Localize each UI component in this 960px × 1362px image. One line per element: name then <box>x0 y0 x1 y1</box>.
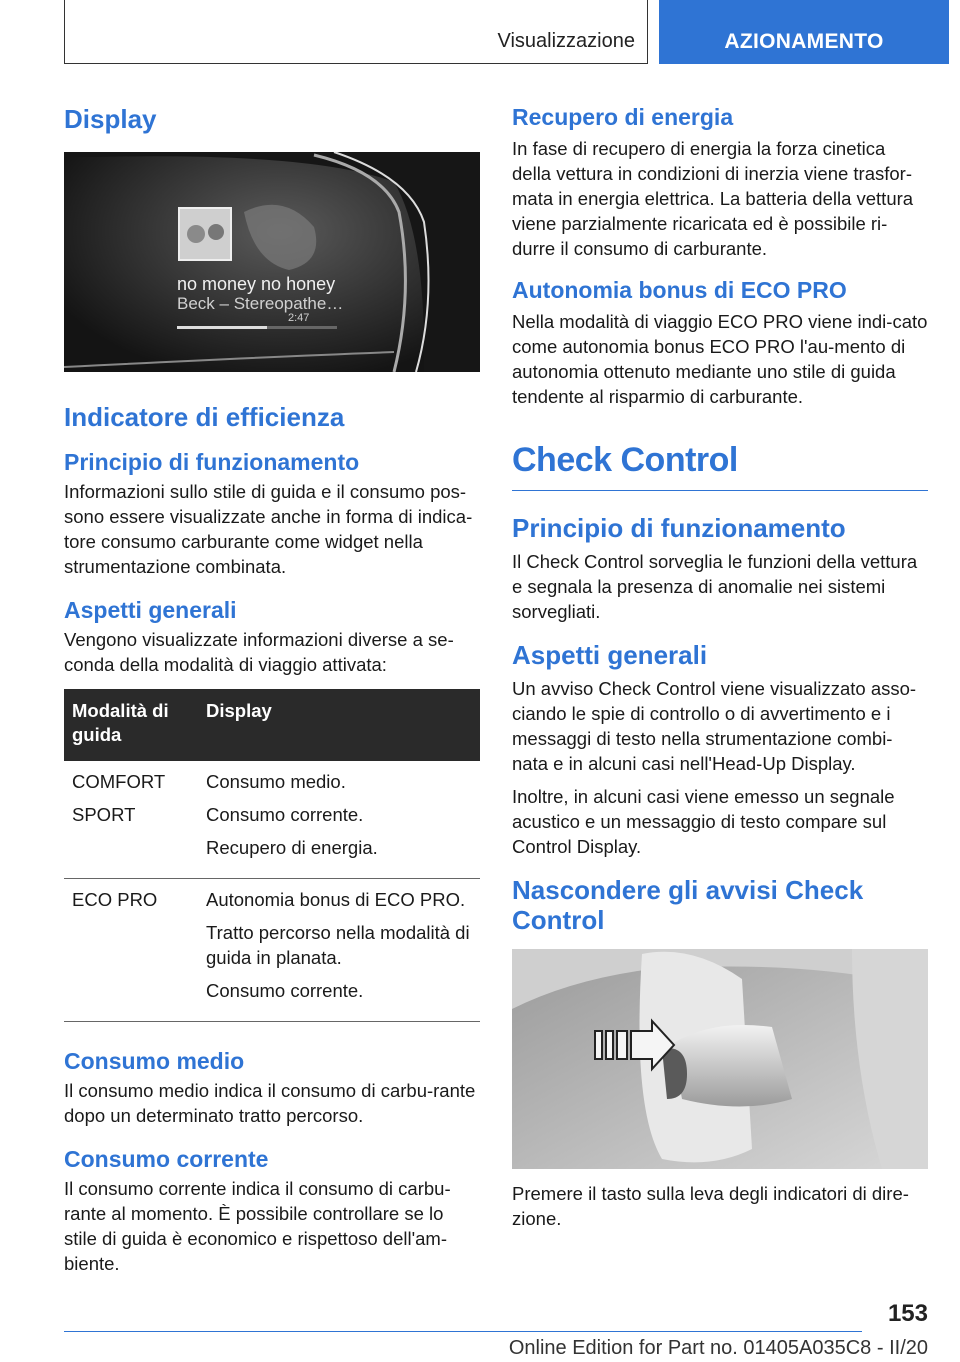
header-chapter-tab: AZIONAMENTO <box>659 0 949 64</box>
aspetti-heading: Aspetti generali <box>64 597 237 623</box>
dash-track-time: 2:47 <box>288 312 310 324</box>
display-item: Recupero di energia. <box>206 837 378 858</box>
mode-comfort: COMFORT <box>72 771 166 792</box>
display-item: Consumo corrente. <box>206 804 364 825</box>
check-control-heading: Check Control <box>512 441 928 491</box>
cc-aspetti-heading: Aspetti generali <box>512 640 708 670</box>
dash-song-title: no money no honey <box>177 274 336 294</box>
dash-artist-album: Beck – Stereopathe… <box>177 294 344 313</box>
right-column <box>512 100 928 1231</box>
consumo-medio-text: Il consumo medio indica il consumo di carbu-rante dopo un determinato tratto percorso. <box>64 1080 476 1126</box>
consumo-corrente-heading: Consumo corrente <box>64 1146 269 1172</box>
display-item: Tratto percorso nella modalità di guida in planata. <box>206 922 470 968</box>
footer-edition: Online Edition for Part no. 01405A035C8 - II/20 <box>508 1337 928 1359</box>
recupero-text: In fase di recupero di energia la forza cinetica della vettura in condizioni di inerzia viene trasfor-mata in energia elettrica. La batteria della vettura viene parzialmente ricaricata ed è possibile ri-durre il consumo di carburante. <box>512 138 914 259</box>
autonomia-text: Nella modalità di viaggio ECO PRO viene indi-cato come autonomia bonus ECO PRO l'au-mento di autonomia ottenuto mediante uno stile di guida tendente al risparmio di carburante. <box>512 311 928 407</box>
consumo-corrente-text: Il consumo corrente indica il consumo di carbu-rante al momento. È possibile controllare se lo stile di guida è economico e rispettoso dell'am-biente. <box>64 1178 451 1274</box>
cc-principio-text: Il Check Control sorveglia le funzioni della vettura e segnala la presenza di anomalie nei sistemi sorvegliati. <box>512 551 918 622</box>
cc-aspetti-text-1: Un avviso Check Control viene visualizzato asso-ciando le spie di controllo o di avvertimento e i messaggi di testo nella strumentazione combi-nata e in alcuni casi nell'Head-Up Display. <box>512 678 917 774</box>
table-row <box>64 761 480 879</box>
autonomia-heading: Autonomia bonus di ECO PRO <box>512 277 847 303</box>
dashboard-display-image <box>64 152 480 372</box>
header-section-title: Visualizzazione <box>497 30 635 52</box>
principio-heading: Principio di funzionamento <box>64 449 360 475</box>
mode-eco-pro: ECO PRO <box>72 889 158 910</box>
nascondere-text: Premere il tasto sulla leva degli indicatori di dire-zione. <box>512 1183 909 1229</box>
display-item: Autonomia bonus di ECO PRO. <box>206 889 466 910</box>
mode-sport: SPORT <box>72 804 136 825</box>
page-number: 153 <box>887 1300 928 1327</box>
dashboard-illustration <box>64 152 480 372</box>
aspetti-text: Vengono visualizzate informazioni diverse a se-conda della modalità di viaggio attivata: <box>64 629 454 675</box>
cc-aspetti-text-2: Inoltre, in alcuni casi viene emesso un segnale acustico e un messaggio di testo compare sul Control Display. <box>512 786 895 857</box>
consumo-medio-heading: Consumo medio <box>64 1048 245 1074</box>
nascondere-heading: Nascondere gli avvisi Check Control <box>512 875 864 935</box>
table-row <box>64 879 480 1022</box>
table-header-display: Display <box>198 689 480 761</box>
display-item: Consumo corrente. <box>206 980 364 1001</box>
recupero-heading: Recupero di energia <box>512 104 734 130</box>
turn-signal-lever-image <box>512 949 928 1169</box>
header-section-box <box>64 0 648 64</box>
modes-table <box>64 689 480 1022</box>
display-heading: Display <box>64 104 157 134</box>
cc-principio-heading: Principio di funzionamento <box>512 513 846 543</box>
left-column <box>64 100 480 1276</box>
footer-rule <box>64 1331 862 1332</box>
efficiency-heading: Indicatore di efficienza <box>64 402 345 432</box>
principio-text: Informazioni sullo stile di guida e il consumo pos-sono essere visualizzate anche in forma di indica-tore consumo carburante come widget nella strumentazione combinata. <box>64 481 473 577</box>
lever-illustration <box>512 949 928 1169</box>
display-item: Consumo medio. <box>206 771 346 792</box>
table-header-mode: Modalità di guida <box>64 689 198 761</box>
